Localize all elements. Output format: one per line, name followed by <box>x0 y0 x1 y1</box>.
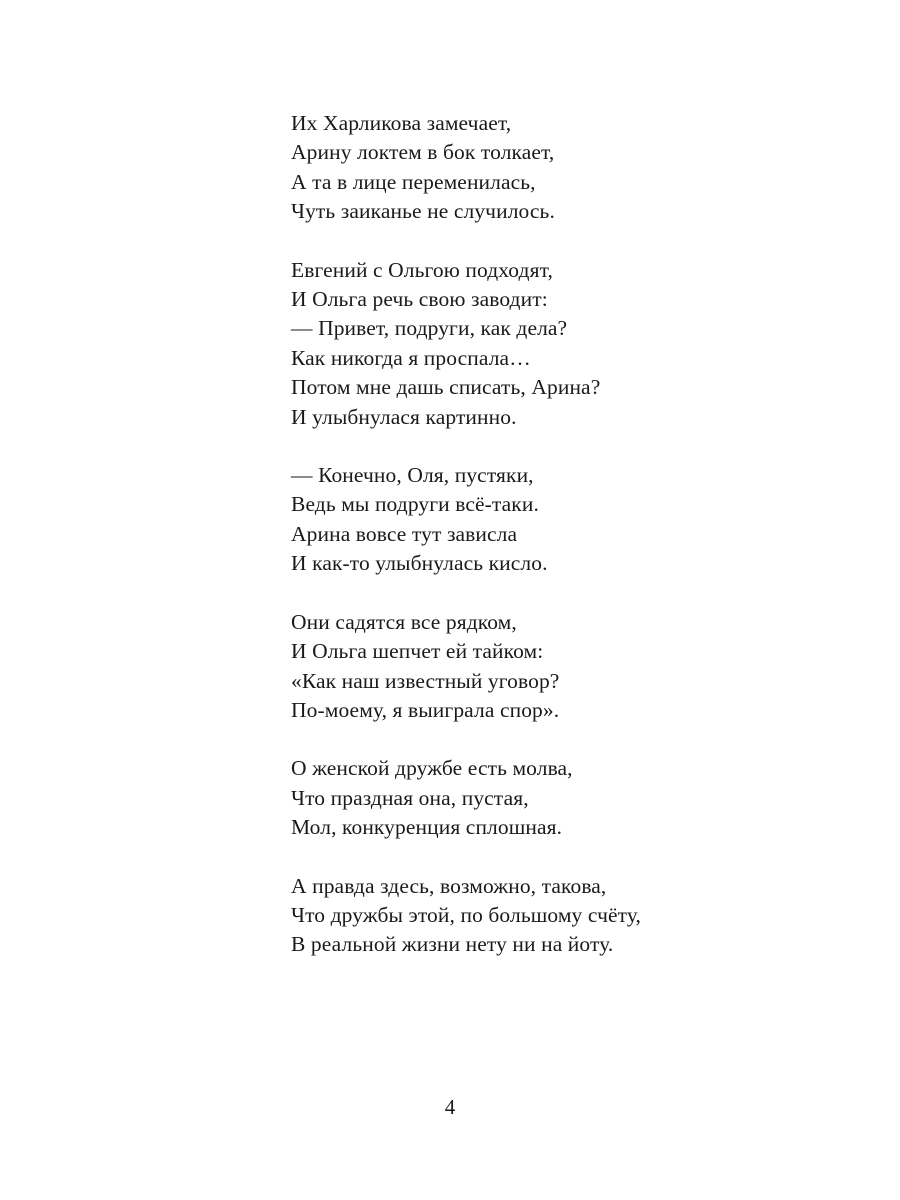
verse-line: Мол, конкуренция сплошная. <box>291 815 563 840</box>
stanza-1 <box>291 109 851 227</box>
stanza-6 <box>291 872 851 960</box>
verse-line: По-моему, я выиграла спор». <box>291 697 560 722</box>
verse-line: О женской дружбе есть молва, <box>291 756 573 781</box>
verse-line: И улыбнулася картинно. <box>291 404 517 429</box>
verse-line: И Ольга шепчет ей тайком: <box>291 639 544 664</box>
stanza-2 <box>291 256 851 432</box>
verse-line: Что дружбы этой, по большому счёту, <box>291 902 642 927</box>
stanza-3 <box>291 461 851 579</box>
verse-line: Ведь мы подруги всё-таки. <box>291 492 539 517</box>
verse-line: Чуть заиканье не случилось. <box>291 199 555 224</box>
verse-line: А правда здесь, возможно, такова, <box>291 873 607 898</box>
verse-line: И Ольга речь свою заводит: <box>291 287 548 312</box>
verse-line: Как никогда я проспала… <box>291 345 531 370</box>
verse-line: А та в лице переменилась, <box>291 169 536 194</box>
verse-line: Их Харликова замечает, <box>291 111 512 135</box>
verse-line: Арина вовсе тут зависла <box>291 521 518 546</box>
verse-line: Евгений с Ольгою подходят, <box>291 257 553 282</box>
verse-line: — Конечно, Оля, пустяки, <box>291 463 534 488</box>
verse-line: И как-то улыбнулась кисло. <box>291 551 548 576</box>
verse-line: Арину локтем в бок толкает, <box>291 140 555 165</box>
verse-line: Потом мне дашь списать, Арина? <box>291 375 601 400</box>
verse-line: Что праздная она, пустая, <box>291 785 529 810</box>
verse-line: — Привет, подруги, как дела? <box>291 316 568 341</box>
verse-line: В реальной жизни нету ни на йоту. <box>291 932 614 957</box>
verse-line: «Как наш известный уговор? <box>291 668 560 693</box>
stanza-5 <box>291 754 851 842</box>
verse-line: Они садятся все рядком, <box>291 609 517 634</box>
page-number: 4 <box>444 1095 456 1119</box>
stanza-4 <box>291 608 851 726</box>
poem-text <box>291 109 851 989</box>
